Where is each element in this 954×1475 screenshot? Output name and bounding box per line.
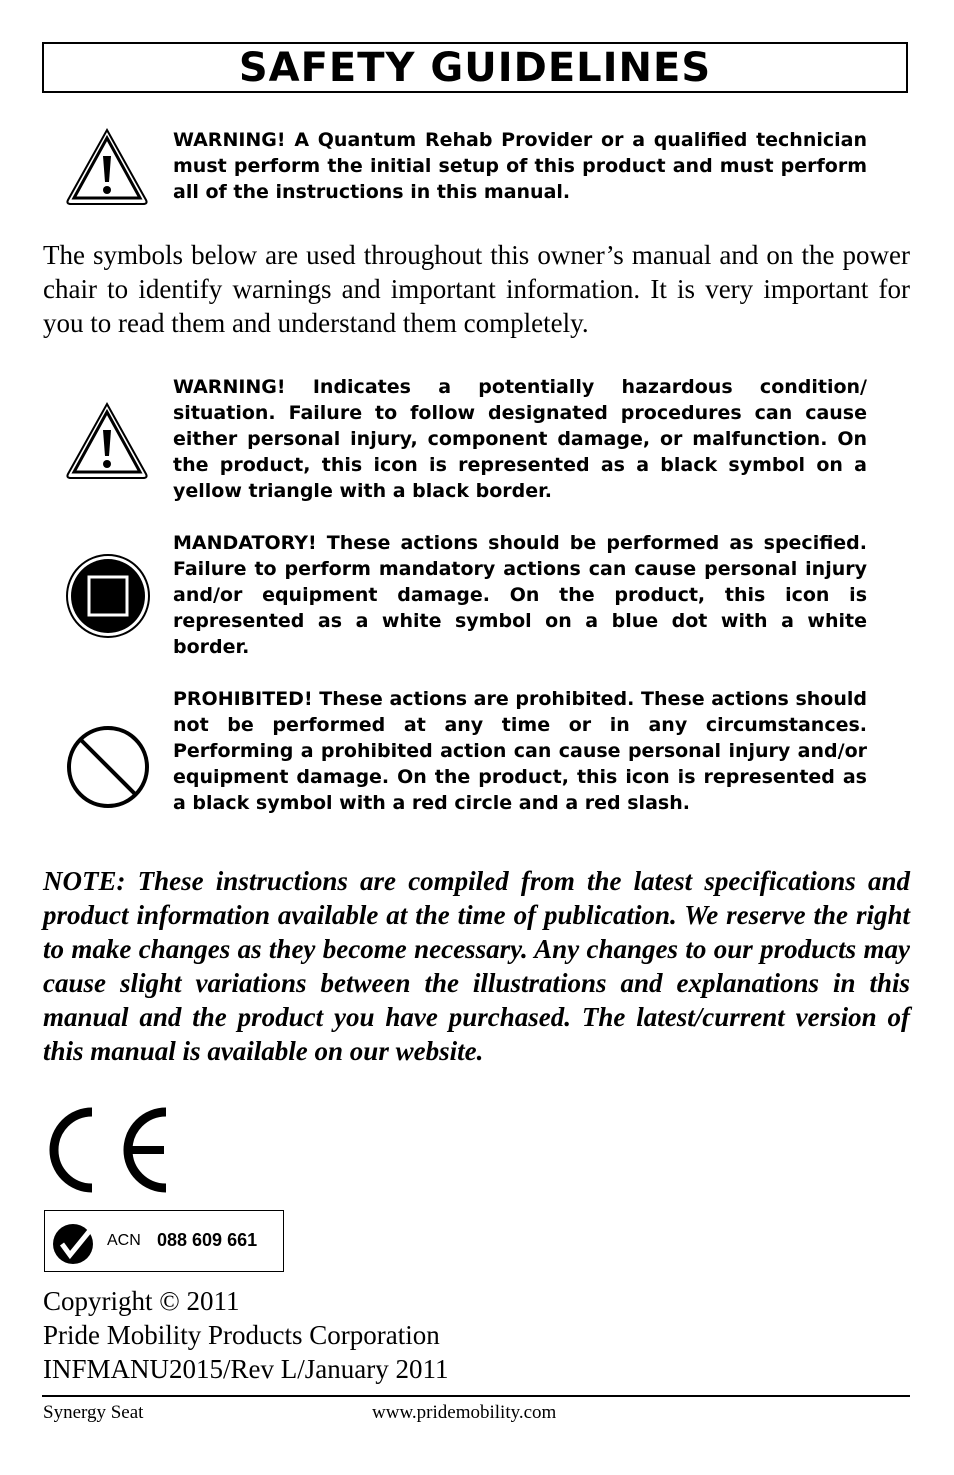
footer-divider <box>42 1395 910 1397</box>
footer-website: www.pridemobility.com <box>372 1402 557 1423</box>
mandatory-symbol-text: MANDATORY! These actions should be performed as specified. Failure to perform mandatory actions can cause personal injury and/or equipment damage. On the product, this icon is represented as a white symbol on a blue dot with a white border. <box>173 532 867 658</box>
intro-paragraph: The symbols below are used throughout this owner’s manual and on the power chair to identify warnings and important information. It is very important for you to read them and understand them completely. <box>43 240 910 338</box>
warning-triangle-icon <box>64 126 150 206</box>
prohibited-symbol-text: PROHIBITED! These actions are prohibited. These actions should not be performed at any time or in any circumstances. Performing a prohibited action can cause personal injury and/or equipment damage. On the product, this icon is represented as a black symbol with a red circle and a red slash. <box>173 688 867 814</box>
ce-mark-icon <box>42 1104 172 1196</box>
warning-triangle-icon <box>64 400 150 480</box>
page-title: SAFETY GUIDELINES <box>238 44 712 91</box>
mandatory-dot-icon <box>65 553 151 639</box>
acn-number: 088 609 661 <box>157 1230 258 1250</box>
note-paragraph: NOTE: These instructions are compiled from the latest specifications and product information available at the time of publication. We reserve the right to make changes as they become necessary. Any changes to our products may cause slight variations between the illustrations and explanations in this manual and the product you have purchased. The latest/current version of this manual is available on our website. <box>43 866 910 1066</box>
acn-label: ACN <box>107 1232 141 1249</box>
prohibited-icon <box>64 723 152 811</box>
title-box <box>42 42 908 93</box>
company-name: Pride Mobility Products Corporation <box>43 1320 440 1350</box>
footer-product-name: Synergy Seat <box>43 1402 144 1423</box>
copyright-block <box>43 1284 448 1386</box>
setup-warning-text: WARNING! A Quantum Rehab Provider or a qualified technician must perform the initial setup of this product and must perform all of the instructions in this manual. <box>173 129 867 203</box>
warning-symbol-text: WARNING! Indicates a potentially hazardous condition/ situation. Failure to follow designated procedures can cause either personal injury, component damage, or malfunction. On the product, this icon is represented as a black symbol on a yellow triangle with a black border. <box>173 376 867 502</box>
copyright-line: Copyright © 2011 <box>43 1286 240 1316</box>
c-tick-icon <box>51 1222 99 1266</box>
document-revision: INFMANU2015/Rev L/January 2011 <box>43 1354 449 1384</box>
acn-box <box>44 1210 284 1272</box>
